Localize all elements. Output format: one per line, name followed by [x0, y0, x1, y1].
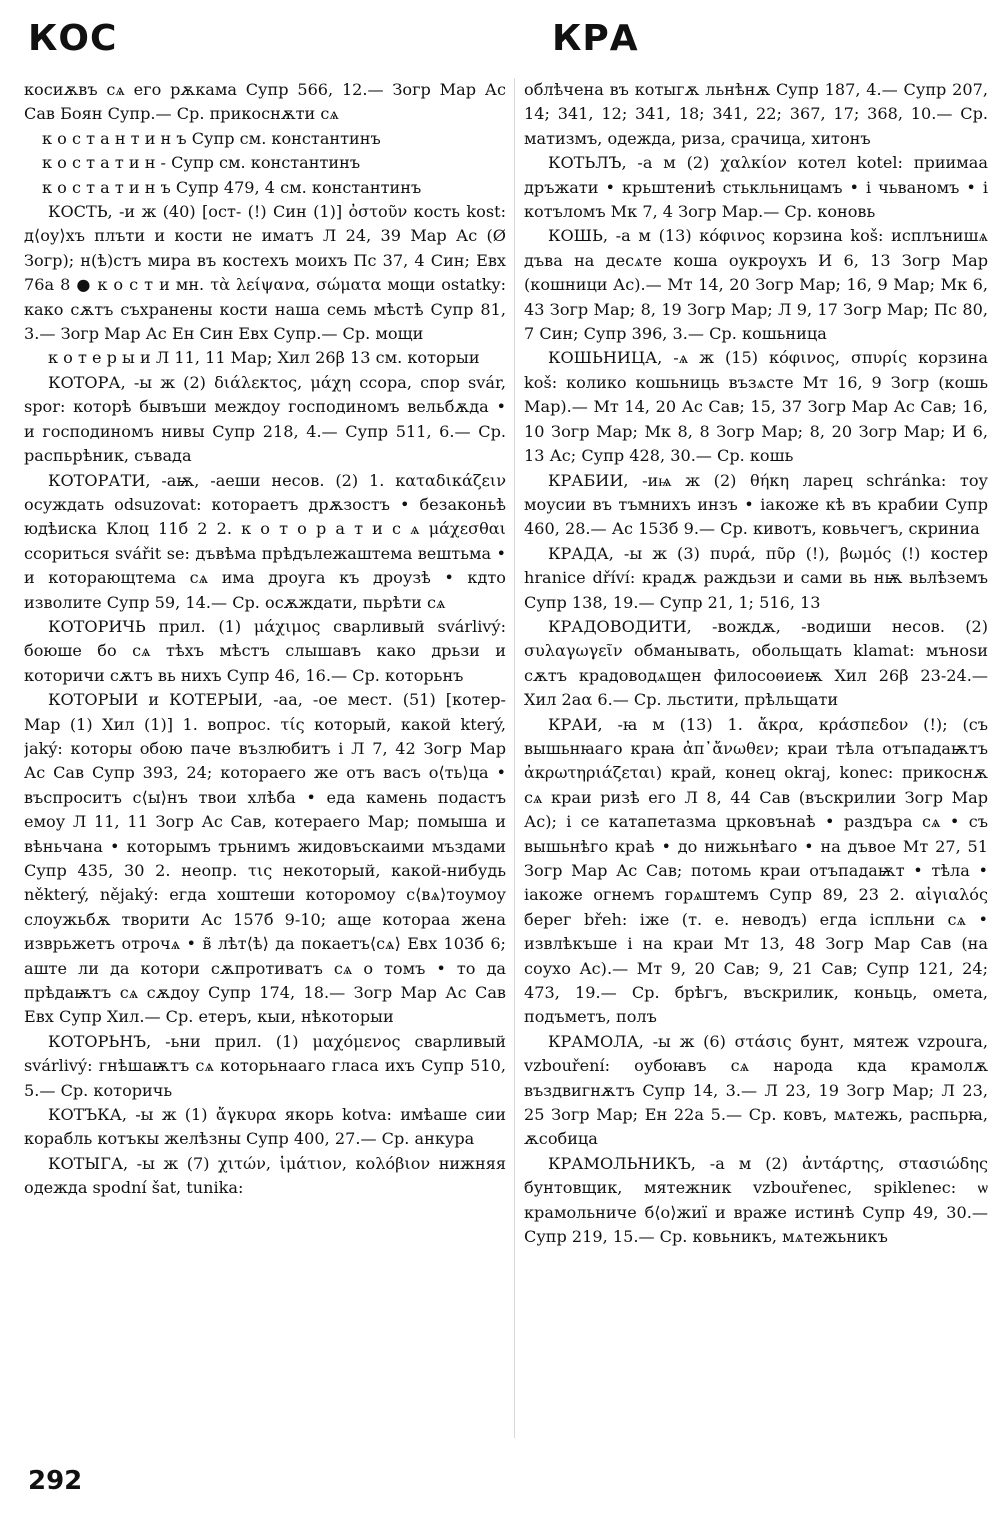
dictionary-entry: КОТОРЫИ и КОТЕРЫИ, -аа, -ое мест. (51) [котер- Мар (1) Хил (1)] 1. вопрос. τίς который, какой který, jaký: которы обою паче възлюбитъ і Л 7, 42 Зогр Мар Ас Сав Супр 393, 24; котораего же отъ васъ о⟨ть⟩ца • въспроситъ с⟨ы⟩нъ твои хлѣба • еда камень подастъ емоу Л 11, 11 Зогр Ас Сав, котераего Мар; помыша и вѣньчана • которымъ трьнимъ жидовъскаими мъздами Супр 435, 30 2. неопр. τις некоторый, какой-нибудь některý, nějaký: егда хоштеши которомоу с⟨вѧ⟩тоумоу слоужьбѫ творити Ас 157б 9-10; аще котораа жена изврьжетъ отрочѧ • в̃ лѣт⟨ѣ⟩ да покаетъ⟨сѧ⟩ Евх 103б 6; аште ли да котори сѫпротиватъ сѧ о томъ • то да прѣдаѭтъ сѧ сѫдоу Супр 174, 18.— Зогр Мар Ас Сав Евх Супр Хил.— Ср. етеръ, кыи, нѣкоторыи: [24, 690, 506, 1027]
dictionary-entry: КОТЫГА, -ы ж (7) χιτών, ἱμάτιον, κολόβιον нижняя одежда spodní šat, tunika:: [24, 1153, 506, 1198]
dictionary-entry: к о с т а т и н - Супр см. константинъ: [42, 153, 361, 173]
dictionary-entry: КОТОРАТИ, -аѭ, -аеши несов. (2) 1. καταδικάζειν осуждать odsuzovat: котораетъ дрѫзостъ • безаконьѣ юдѣиска Клоц 11б 2 2. к о т о р а т и с ѧ μάχεσθαι ссориться svářit se: дъвѣма прѣдълежаштема вештьма • и которающтема сѧ има дроуга къ дроузѣ • кдто изволите Супр 59, 14.— Ср. осѫждати, пьрѣти сѧ: [24, 470, 506, 612]
dictionary-entry: КОШЬ, -а м (13) κόφινος корзина koš: исплънишѧ дъва на десѧте коша оукроухъ И 6, 13 Зогр Мар (кошници Ас).— Мт 14, 20 Зогр Мар; 16, 9 Мар; Мк 6, 43 Зогр Мар; 8, 19 Зогр Мар; Л 9, 17 Зогр Мар; Пс 80, 7 Син; Супр 396, 3.— Ср. кошьница: [524, 226, 988, 344]
dictionary-entry: КОТОРЬНЪ, -ьни прил. (1) μαχόμενος сварливый svárlivý: гнѣшаѭтъ сѧ которьнааго гласа ихъ Супр 510, 5.— Ср. которичь: [24, 1031, 506, 1100]
dictionary-entry: КОСТЬ, -и ж (40) [ост- (!) Син (1)] ὀστοῦν кость kost: д⟨оу⟩хъ плъти и кости не иматъ Л 24, 39 Мар Ас (Ø Зогр); н(ѣ)стъ мира въ костехъ моихъ Пс 37, 4 Син; Евх 76а 8 ● к о с т и мн. τὰ λείψανα, σώματα мощи ostatky: како сѫтъ съхранены кости наша семь мѣстѣ Супр 81, 3.— Зогр Мар Ас Ен Син Евх Супр.— Ср. мощи: [24, 202, 506, 344]
dictionary-entry: КОТЪКА, -ы ж (1) ἄγκυρα якорь kotva: имѣаше сии корабль котъкы желѣзны Супр 400, 27.— Ср. анкура: [24, 1105, 506, 1149]
dictionary-entry: косиѫвъ сѧ его рѫкама Супр 566, 12.— Зогр Мар Ас Сав Боян Супр.— Ср. прикоснѫти сѧ: [24, 80, 506, 124]
dictionary-entry: КРАМОЛЬНИКЪ, -а м (2) ἀντάρτης, στασιώδης бунтовщик, мятежник vzbouřenec, spiklenec: ѡ крамольниче б⟨о⟩жиї и враже истинѣ Супр 49, 30.— Супр 219, 15.— Ср. ковьникъ, мѧтежьникъ: [524, 1153, 988, 1247]
dictionary-entry: КРАДА, -ы ж (3) πυρά, πῦρ (!), βωμός (!) костер hranice dříví: крадѫ раждьзи и сами вь нѭ вьлѣземъ Супр 138, 19.— Супр 21, 1; 516, 13: [524, 543, 988, 612]
dictionary-entry: КРАИ, -ꙗ м (13) 1. ἄκρα, κράσπεδον (!); (съ вышьнꙗаго краꙗ ἀπ᾽ἄνωθεν; краи тѣла отъпадаѭтъ ἀκρωτηριάζεται) край, конец okraj, konec: прикоснѫ сѧ краи ризѣ его Л 8, 44 Сав (въскрилии Зогр Мар Ас); і се катапетазма црковънаѣ • раздъра сѧ • съ вышьнѣго краѣ • до нижьнѣаго • на дъвое Мт 27, 51 Зогр Мар Ас Сав; потомь краи отъпадаѭт • тѣла • іакоже огнемъ горѧштемъ Супр 89, 23 2. αἰγιαλός берег břeh: іже (т. е. неводъ) егда іспльни сѧ • извлѣкъше і на краи Мт 13, 48 Зогр Мар Сав (на соухо Ас).— Мт 9, 20 Сав; 9, 21 Сав; Супр 121, 24; 473, 19.— Ср. брѣгъ, въскрилик, коньць, омета, подъметъ, полъ: [524, 714, 988, 1027]
dictionary-entry: КРАДОВОДИТИ, -вождѫ, -водиши несов. (2) συλαγωγεῖν обманывать, обольщать klamat: мъноѕи сѫтъ крадоводѧщен филосоѳиеѭ Хил 26β 23-24.— Хил 2аα 6.— Ср. льстити, прѣльщати: [524, 616, 988, 710]
right-column: [524, 78, 988, 1458]
right-running-headword: КРА: [552, 18, 639, 59]
dictionary-entry: к о с т а т и н ъ Супр 479, 4 см. константинъ: [42, 177, 422, 197]
dictionary-entry: КРАМОЛА, -ы ж (6) στάσις бунт, мятеж vzpoura, vzbouření: оубоꙗвъ сѧ народа кда крамолѫ въздвигнѫтъ Супр 14, 3.— Л 23, 19 Зогр Мар; Л 23, 25 Зогр Мар; Ен 22а 5.— Ср. ковъ, мѧтежь, распьрꙗ, ѫсобица: [524, 1031, 988, 1149]
dictionary-entry: облѣчена въ котыгѫ льнѣнѫ Супр 187, 4.— Супр 207, 14; 341, 12; 341, 18; 341, 22; 367, 17; 368, 10.— Ср. матизмъ, одежда, риза, срачица, хитонъ: [524, 80, 988, 148]
dictionary-entry: КРАБИИ, -иѩ ж (2) θήκη ларец schránka: тоу моусии въ тъмнихъ инзъ • іакоже кѣ въ крабии Супр 460, 28.— Ас 153б 9.— Ср. кивотъ, ковьчегъ, скриниа: [524, 470, 988, 539]
dictionary-entry: КОШЬНИЦА, -ѧ ж (15) κόφινος, σπυρίς корзина koš: колико кошьниць възѧсте Мт 16, 9 Зогр (кошь Мар).— Мт 14, 20 Ас Сав; 15, 37 Зогр Мар Ас Сав; 16, 10 Зогр Мар; Мк 8, 8 Зогр Мар; 8, 20 Зогр Мар; И 6, 13 Ас; Супр 428, 30.— Ср. кошь: [524, 348, 988, 466]
page-number: 292: [28, 1466, 83, 1496]
left-column: [24, 78, 506, 1458]
dictionary-entry: КОТЬЛЪ, -а м (2) χαλκίον котел kotel: приимаа дръжати • крьштениѣ стькльницамъ • і чьваномъ • і котъломъ Мк 7, 4 Зогр Мар.— Ср. коновь: [524, 153, 988, 222]
dictionary-entry: КОТОРИЧЬ прил. (1) μάχιμος сварливый svárlivý: боюше бо сѧ тѣхъ мѣстъ слышавъ како дрьзи и которичи сѫтъ вь нихъ Супр 46, 16.— Ср. которьнъ: [24, 616, 506, 685]
dictionary-entry: к о с т а н т и н ъ Супр см. константинъ: [42, 128, 381, 148]
dictionary-entry: КОТОРА, -ы ж (2) διάλεκτος, μάχη ссора, спор svár, spor: которѣ бывъши междоу господиномъ вельбѫда • и господиномъ нивы Супр 218, 4.— Супр 511, 6.— Ср. распьрѣник, съвада: [24, 372, 506, 466]
running-header: [0, 12, 1000, 72]
left-running-headword: КОС: [28, 18, 118, 59]
dictionary-entry: к о т е р ы и Л 11, 11 Мар; Хил 26β 13 см. которыи: [48, 348, 480, 368]
column-divider: [514, 78, 515, 1438]
